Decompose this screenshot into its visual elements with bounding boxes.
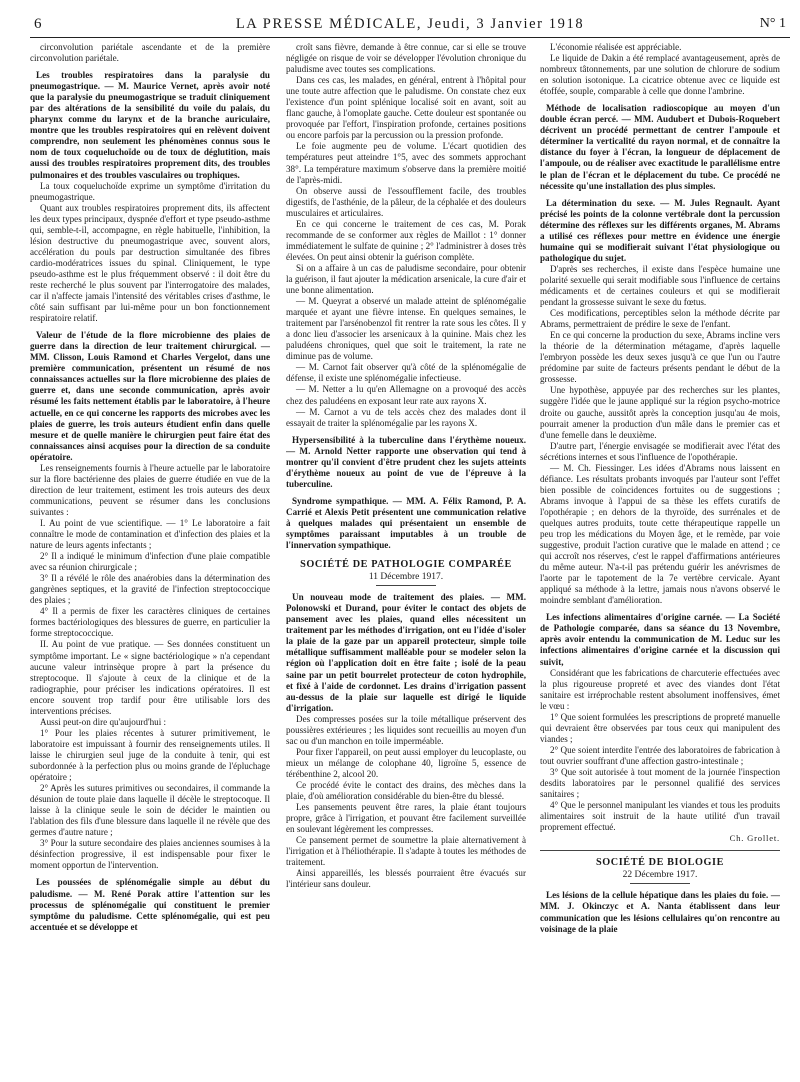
column-right <box>540 42 780 1078</box>
article-heading-paragraph: Hypersensibilité à la tuberculine dans l'érythème noueux. — M. Arnold Netter rapporte une observation qui tend à montrer qu'il convient d'être prudent chez les sujets atteints d'érythème noueux au point de vue de l'épreuve à la tuberculine. <box>286 434 526 489</box>
body-paragraph: circonvolution pariétale ascendante et de la première circonvolution pariétale. <box>30 42 270 64</box>
body-paragraph: On observe aussi de l'essoufflement facile, des troubles digestifs, de l'asthénie, de la pâleur, de la céphalée et des douleurs musculaires et articulaires. <box>286 185 526 218</box>
header-rule <box>30 37 790 38</box>
body-paragraph: 1° Que soient formulées les prescriptions de propreté manuelle qui devraient être observées par tous ceux qui manipulent des viandes ; <box>540 711 780 744</box>
body-paragraph: D'autre part, l'énergie envisagée se modifierait avec l'état des sécrétions internes et sous l'influence de l'opothérapie. <box>540 440 780 462</box>
article-heading-paragraph: Valeur de l'étude de la flore microbienne des plaies de guerre dans la direction de leur traitement chirurgical. — MM. Clisson, Louis Ramond et Charles Vergelot, dans une première communication, présentent un résumé de nos connaissances actuelles sur la flore microbienne des plaies de guerre et, dans une seconde communication, après avoir résumé les faits nettement établis par le laboratoire, à l'heure actuelle, en ce qui concerne les rapports des microbes avec les plaies de guerre, les trois auteurs étudient enfin dans quelle mesure et de quelle manière le chirurgien peut faire état des connaissances ainsi acquises pour la direction de sa conduite opératoire. <box>30 330 270 462</box>
body-paragraph: Ce procédé évite le contact des drains, des mèches dans la plaie, d'où amélioration considérable du bien-être du blessé. <box>286 780 526 802</box>
body-paragraph: — M. Carnot a vu de tels accès chez des malades dont il essayait de traiter la splénomégalie par les rayons X. <box>286 406 526 428</box>
body-paragraph: Quant aux troubles respiratoires proprement dits, ils affectent les deux types principaux, dyspnée d'effort et type pseudo-asthme qui, semble-t-il, accompagne, en règle habituelle, l'inhibition, la lésion destructive du pneumogastrique avec, souvent alors, accélération du pouls par destruction simultanée des fibres cardio-modératrices issues du spinal. Cliniquement, le type pseudo-asthme est le plus fréquemment observé : il doit être du reste recherché le plus souvent par l'interrogatoire des malades, car il n'affecte jamais l'intensité des véritables crises d'asthme, le côté sain suffisant par lui-même pour un bon fonctionnement respiratoire relatif. <box>30 202 270 324</box>
section-date: 11 Décembre 1917. <box>368 572 444 583</box>
body-paragraph: 4° Il a permis de fixer les caractères cliniques de certaines formes bactériologiques des blessures de guerre, en particulier la forme streptococcique. <box>30 606 270 639</box>
article-heading-paragraph: La détermination du sexe. — M. Jules Regnault. Ayant précisé les points de la colonne vertébrale dont la percussion détermine des réflexes sur les différents organes, M. Abrams a utilisé ces réflexes pour mettre en évidence une énergie humaine qui se modifierait suivant l'état physiologique ou pathologique du sujet. <box>540 197 780 263</box>
article-heading-paragraph: Un nouveau mode de traitement des plaies. — MM. Polonowski et Durand, pour éviter le contact des objets de pansement avec les plaies, quand elles nécessitent un traitement par les méthodes d'irrigation, ont eu l'idée d'isoler la plaie de la gaze par un appareil protecteur, simple toile métallique suffisamment malléable pour se modeler selon la région où l'application doit en être faite ; isolé de la peau saine par un petit bourrelet protecteur de coton hydrophile, et fixé à l'aide de cordonnet. Les drains d'irrigation passent au-dessus de la plaie sur laquelle est dirigé le liquide d'irrigation. <box>286 592 526 713</box>
journal-title: LA PRESSE MÉDICALE, Jeudi, 3 Janvier 1918 <box>235 16 585 32</box>
section-date: 22 Décembre 1917. <box>622 870 698 881</box>
article-heading-paragraph: Les lésions de la cellule hépatique dans les plaies du foie. — MM. J. Okinczyc et A. Nanta établissent dans leur communication que les lésions cellulaires qu'on rencontre au voisinage de la plaie <box>540 890 780 934</box>
body-paragraph: 1° Pour les plaies récentes à suturer primitivement, le laboratoire est impuissant à fournir des renseignements utiles. Il laisse le chirurgien seul juge de la conduite à tenir, qui est subordonnée à la perfection plus ou moins grande de l'épluchage opératoire ; <box>30 727 270 783</box>
column-left <box>30 42 270 1078</box>
page-header <box>30 14 790 36</box>
article-heading-paragraph: Les infections alimentaires d'origine carnée. — La Société de Pathologie comparée, dans sa séance du 13 Novembre, après avoir entendu la communication de M. Leduc sur les infections alimentaires d'origine carnée et la discussion qui suivit, <box>540 612 780 667</box>
section-title: SOCIÉTÉ DE BIOLOGIE <box>595 857 725 869</box>
body-paragraph: 2° Que soient interdite l'entrée des laboratoires de fabrication à tout ouvrier souffrant d'une affection gastro-intestinale ; <box>540 744 780 766</box>
body-paragraph: Les pansements peuvent être rares, la plaie étant toujours propre, grâce à l'irrigation, et pouvant être facilement surveillée en soulevant légèrement les compresses. <box>286 802 526 835</box>
article-heading-paragraph: Méthode de localisation radioscopique au moyen d'un double écran percé. — MM. Audubert et Dubois-Roquebert décrivent un procédé permettant de centrer l'ampoule et déterminer la verticalité du rayon normal, et de connaître la distance du foyer à l'écran, la longueur de déplacement de l'ampoule, ou de réaliser avec exactitude le parallélisme entre le plan de l'écran et le déplacement du tube. Ce procédé ne nécessite qu'une installation des plus simples. <box>540 103 780 191</box>
body-paragraph: L'économie réalisée est appréciable. <box>550 42 682 52</box>
page-number: 6 <box>34 16 42 32</box>
body-paragraph: Les renseignements fournis à l'heure actuelle par le laboratoire sur la flore bactérienne des plaies de guerre étudiée en vue de la direction de leur traitement, estiment les trois auteurs des deux communications, peuvent se résumer dans les conclusions suivantes : <box>30 462 270 517</box>
body-paragraph: Le foie augmente peu de volume. L'écart quotidien des températures peut atteindre 1°5, avec des sommets approchant 38°. La température maximum s'observe dans la première moitié de l'après-midi. <box>286 141 526 185</box>
body-paragraph: Une hypothèse, appuyée par des recherches sur les plantes, suggère l'idée que le jaune appliqué sur la région psycho-motrice droite ou gauche, aussitôt après la conception jusqu'au 4e mois, pourrait amener la production d'un mâle dans le premier cas et d'une femelle dans le deuxième. <box>540 385 780 440</box>
section-heading <box>286 559 526 586</box>
body-paragraph: — M. Carnot fait observer qu'à côté de la splénomégalie de défense, il existe une splénomégalie infectieuse. <box>286 362 526 384</box>
section-rule <box>630 883 690 884</box>
body-paragraph: Ces modifications, perceptibles selon la méthode décrite par Abrams, permettraient de prédire le sexe de l'enfant. <box>540 308 780 330</box>
body-paragraph: En ce qui concerne le traitement de ces cas, M. Porak recommande de se conformer aux règles de Maillot : 1° donner immédiatement le sulfate de quinine ; 2° l'administrer à doses très élevées. On peut ainsi obtenir la guérison complète. <box>286 218 526 262</box>
body-paragraph: — M. Queyrat a observé un malade atteint de splénomégalie marquée et ayant une fièvre intense. En quelques semaines, le traitement par l'arsénobenzol fit rentrer la rate sous les côtes. Il y a donc lieu d'associer les arsenicaux à la quinine. Mais chez les paludéens chroniques, quel que soit le traitement, la rate ne diminue pas de volume. <box>286 296 526 362</box>
body-paragraph: 4° Que le personnel manipulant les viandes et tous les produits alimentaires soit instruit de la haute utilité d'un travail proprement effectué. <box>540 800 780 833</box>
body-paragraph: II. Au point de vue pratique. — Ses données constituent un symptôme important. Le « signe bactériologique » n'a cependant aucune valeur intrinsèque propre à part la présence du streptocoque. Il s'ajoute à ceux de la clinique et de la radiographie, pour préciser les indications opératoires. Il est encore souvent trop tardif pour être utilisable lors des interventions précises. <box>30 639 270 716</box>
body-paragraph: Ainsi appareillés, les blessés pourraient être évacués sur l'intérieur sans douleur. <box>286 868 526 890</box>
body-paragraph: D'après ses recherches, il existe dans l'espèce humaine une polarité sexuelle qui serait modifiable sous l'influence de certains médicaments et de certaines couleurs et qui se modifierait pendant la grossesse suivant le sexe du fœtus. <box>540 263 780 308</box>
column-middle <box>286 42 526 1078</box>
article-heading-paragraph: Syndrome sympathique. — MM. A. Félix Ramond, P. A. Carrié et Alexis Petit présentent une communication relative à quelques malades qui présentaient un ensemble de symptômes paraissant imputables à un trouble de l'innervation sympathique. <box>286 495 526 551</box>
article-heading-paragraph: Les poussées de splénomégalie simple au début du paludisme. — M. René Porak attire l'attention sur les processus de splénomégalie qui constituent le premier symptôme du paludisme. Cette splénomégalie, qui est peu accentuée et se développe et <box>30 877 270 932</box>
body-paragraph: 3° Il a révélé le rôle des anaérobies dans la détermination des gangrènes septiques, et la gravité de l'infection streptococcique des plaies ; <box>30 573 270 606</box>
body-paragraph: 2° Après les sutures primitives ou secondaires, il commande la désunion de toute plaie dans laquelle il décèle le streptocoque. Il laisse à la clinique seule le soin de décider le maintien ou l'ablation des fils d'une blessure dans laquelle il ne révèle que des germes d'autre nature ; <box>30 783 270 838</box>
body-paragraph: 3° Que soit autorisée à tout moment de la journée l'inspection desdits laboratoires par le personnel qualifié des services sanitaires ; <box>540 767 780 800</box>
body-paragraph: Dans ces cas, les malades, en général, entrent à l'hôpital pour une toute autre affection que le paludisme. On constate chez eux l'existence d'un point splénique localisé soit en avant, soit au flanc gauche, à l'omoplate gauche. Cette douleur est spontanée ou provoquée par l'effort, l'inspiration profonde, certaines positions ou encore parfois par la percussion ou la pression profonde. <box>286 75 526 141</box>
body-paragraph: — M. Ch. Fiessinger. Les idées d'Abrams nous laissent en défiance. Les résultats probants invoqués par l'auteur sont l'effet bien possible de coïncidences fortuites ou de suggestions ; Abrams invoque à l'appui de sa thèse les effets curatifs de l'opothérapie ; en dehors de la thyroïde, des surrénales et de quelques autres produits, toute cette thérapeutique rappelle un peu trop les médications du Moyen âge, et le remède, par voie suggestive, produit l'action curative que le malade en attend ; ce qui accroît nos réserves, c'est le rappel d'affirmations antérieures du même auteur. N'a-t-il pas prétendu guérir les anévrismes de l'aorte par le tapotement de la 7e vertèbre cervicale. Ayant appliqué sa méthode à la lettre, jamais nous n'avons observé le moindre semblant d'amélioration. <box>540 462 780 606</box>
section-heading <box>540 850 780 884</box>
article-heading-paragraph: Les troubles respiratoires dans la paralysie du pneumogastrique. — M. Maurice Vernet, après avoir noté que la paralysie du pneumogastrique se traduit cliniquement par des altérations de la sensibilité du voile du palais, du pharynx comme du larynx et de la branche auriculaire, montre que les troubles respiratoires qui en relèvent doivent comprendre, non seulement les phénomènes connus sous le nom de toux coqueluchoïde ou de toux de déglutition, mais aussi des troubles respiratoires proprement dits, des troubles pulmonaires et des troubles vasculaires ou trophiques. <box>30 70 270 180</box>
body-paragraph: Considérant que les fabrications de charcuterie effectuées avec la plus rigoureuse propreté et avec des viandes dont l'état sanitaire est irréprochable restent absolument inoffensives, émet le vœu : <box>540 667 780 711</box>
body-paragraph: 2° Il a indiqué le minimum d'infection d'une plaie compatible avec sa réunion chirurgicale ; <box>30 551 270 573</box>
section-title: SOCIÉTÉ DE PATHOLOGIE COMPARÉE <box>300 559 512 571</box>
section-rule <box>376 585 436 586</box>
body-paragraph: croît sans fièvre, demande à être connue, car si elle se trouve négligée on risque de voir se développer l'évolution chronique du paludisme avec toutes ses complications. <box>286 42 526 75</box>
body-paragraph: En ce qui concerne la production du sexe, Abrams incline vers la théorie de la détermination métagame, d'après laquelle l'embryon possède les deux sexes jusqu'à ce que l'un ou l'autre prédomine par suite de facteurs présents pendant le début de la grossesse. <box>540 330 780 385</box>
body-paragraph: Aussi peut-on dire qu'aujourd'hui : <box>40 716 167 727</box>
author-signature: Ch. Grollet. <box>729 833 780 844</box>
body-paragraph: Ce pansement permet de soumettre la plaie alternativement à l'irrigation et à l'héliothérapie. Il s'adapte à toutes les méthodes de traitement. <box>286 835 526 868</box>
body-paragraph: 3° Pour la suture secondaire des plaies anciennes soumises à la désinfection progressive, il est indispensable pour fixer le moment opportun de l'intervention. <box>30 838 270 871</box>
body-paragraph: Si on a affaire à un cas de paludisme secondaire, pour obtenir la guérison, il faut ajouter la médication arsenicale, la cure d'air et une bonne alimentation. <box>286 262 526 296</box>
body-paragraph: La toux coqueluchoïde exprime un symptôme d'irritation du pneumogastrique. <box>30 180 270 202</box>
body-paragraph: I. Au point de vue scientifique. — 1° Le laboratoire a fait connaître le mode de contamination et d'infection des plaies et la nature de leurs agents infectants ; <box>30 517 270 551</box>
body-paragraph: — M. Netter a lu qu'en Allemagne on a provoqué des accès chez des paludéens en exposant leur rate aux rayons X. <box>286 384 526 406</box>
body-paragraph: Des compresses posées sur la toile métallique préservent des poussières extérieures ; les liquides sont recueillis au moyen d'un sac ou d'un manchon en toile imperméable. <box>286 713 526 746</box>
body-paragraph: Pour fixer l'appareil, on peut aussi employer du leucoplaste, ou mieux un mélange de colophane 40, ligroïne 5, essence de térébenthine 2, alcool 20. <box>286 746 526 779</box>
issue-number: N° 1 <box>759 16 786 31</box>
body-paragraph: Le liquide de Dakin a été remplacé avantageusement, après de nombreux tâtonnements, par une solution de chlorure de sodium en solution isotonique. La cicatrice obtenue avec ce liquide est étoffée, souple, comparable à celle que donne l'ambrine. <box>540 53 780 97</box>
